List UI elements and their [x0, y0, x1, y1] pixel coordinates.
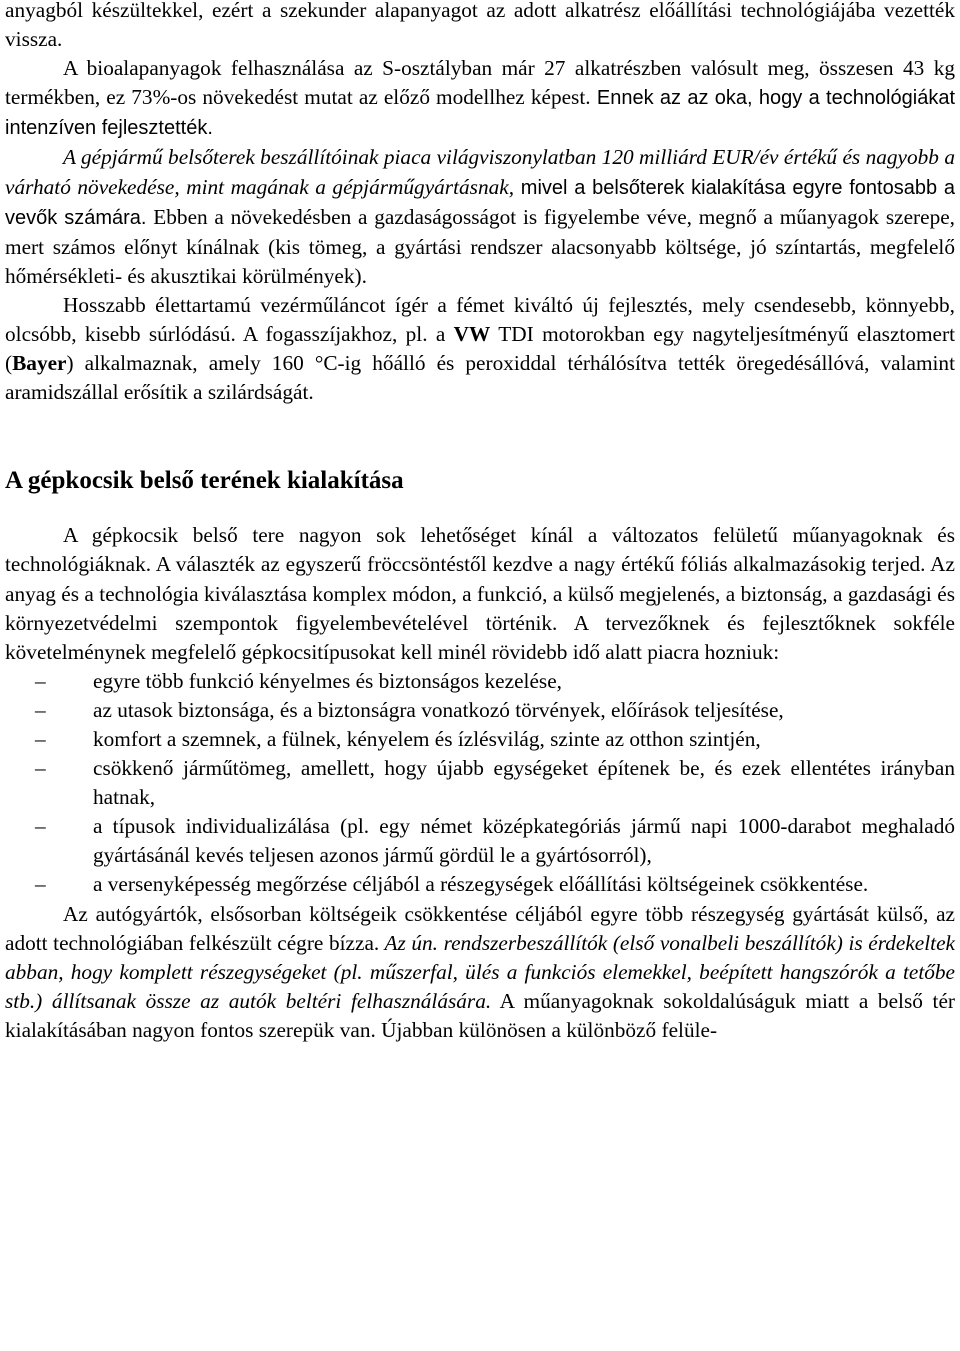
list-item [5, 754, 955, 812]
paragraph-bio-materials [5, 54, 955, 143]
requirements-list [5, 667, 955, 900]
dash-bullet: – [35, 726, 46, 751]
dash-bullet: – [35, 756, 46, 781]
list-item [5, 696, 955, 725]
list-item-text: a típusok individualizálása (pl. egy német középkategóriás jármű napi 1000-darabot meghaladó gyártásánál kevés teljesen azonos jármű gördül le a gyártósorról), [93, 814, 955, 868]
list-item [5, 870, 955, 899]
paragraph-continuation [5, 0, 955, 54]
paragraph-text: anyagból készültekkel, ezért a szekunder alapanyagot az adott alkatrész előállítási technológiájába vezették vissza. [5, 0, 955, 52]
paragraph-text: Hosszabb élettartamú vezérműláncot ígér a fémet kiváltó új fejlesztés, mely csendesebb, könnyebb, olcsóbb, kisebb súrlódású. A fogasszíjakhoz, pl. a [5, 292, 955, 347]
paragraph-text: TDI motorokban egy nagyteljesítményű elasztomert ( [5, 322, 955, 376]
list-item-text: az utasok biztonsága, és a biztonságra vonatkozó törvények, előírások teljesítése, [93, 697, 784, 722]
italic-text: Az ún. rendszerbeszállítók (első vonalbeli beszállítók) is érdekeltek abban, hogy komplett részegységeket (pl. műszerfal, ülés a funkciós elemekkel, beépített hangszórók a tetőbe stb.) állítsanak össze az autók beltéri felhasználására. [5, 930, 955, 1013]
paragraph-interior-intro [5, 521, 955, 666]
brand-bayer: Bayer [12, 351, 67, 376]
list-item-text: egyre több funkció kényelmes és biztonságos kezelése, [93, 668, 562, 693]
paragraph-interior-market [5, 143, 955, 290]
dash-bullet: – [35, 668, 46, 693]
dash-bullet: – [35, 814, 46, 839]
paragraph-text: Ebben a növekedésben a gazdaságosságot is figyelembe véve, megnő a műanyagok szerepe, mert számos előnyt kínálnak (kis tömeg, a gyártási rendszer alacsonyabb költsége, jó színtartás, megfelelő hőmérsékleti- és akusztikai körülmények). [5, 204, 955, 288]
paragraph-text: A gépkocsik belső tere nagyon sok lehetőséget kínál a változatos felületű műanyagoknak és technológiáknak. A választék az egyszerű fröccsöntéstől kezdve a nagy értékű fóliás alkalmazásokig terjed. Az anyag és a technológia kiválasztása komplex módon, a funkció, a külső megjelenés, a biztonság, a gazdasági és környezetvédelmi szempontok figyelembevételével történik. A tervezőknek és fejlesztőknek sokféle követelménynek megfelelő gépkocsitípusokat kell minél rövidebb idő alatt piacra hozniuk: [5, 523, 955, 664]
list-item [5, 725, 955, 754]
list-item-text: csökkenő járműtömeg, amellett, hogy újabb egységeket építenek be, és ezek ellentétes irányban hatnak, [93, 756, 955, 810]
list-item [5, 667, 955, 696]
paragraph-text: A műanyagoknak sokoldalúságuk miatt a belső tér kialakításában nagyon fontos szerepük van. Újabban különösen a különböző felüle- [5, 988, 955, 1042]
paragraph-suppliers [5, 900, 955, 1045]
paragraph-sans-text: Ennek az az oka, hogy a technológiákat intenzíven fejlesztették. [5, 87, 955, 140]
italic-text: A gépjármű belsőterek beszállítóinak piaca világviszonylatban 120 milliárd EUR/év értékű és nagyobb a várható növekedése, mint magának a gépjárműgyártásnak, [5, 145, 955, 199]
paragraph-text: Az autógyártók, elsősorban költségeik csökkentése céljából egyre több részegység gyártását külső, az adott technológiában felkészült cégre bízza. [5, 901, 955, 955]
dash-bullet: – [35, 872, 46, 897]
paragraph-sans-text: mivel a belsőterek kialakítása egyre fontosabb a vevők számára. [5, 176, 955, 229]
list-item-text: komfort a szemnek, a fülnek, kényelem és ízlésvilág, szinte az otthon szintjén, [93, 726, 761, 751]
list-item-text: a versenyképesség megőrzése céljából a részegységek előállítási költségeinek csökkentése. [93, 872, 869, 897]
brand-vw: VW [453, 322, 491, 347]
document-page [5, 0, 955, 1045]
list-item [5, 812, 955, 870]
paragraph-timing-chain [5, 291, 955, 407]
dash-bullet: – [35, 697, 46, 722]
section-heading: A gépkocsik belső terének kialakítása [5, 467, 404, 495]
paragraph-text: A bioalapanyagok felhasználása az S-osztályban már 27 alkatrészben valósult meg, összesen 43 kg termékben, ez 73%-os növekedést mutat az előző modellhez képest. [5, 56, 955, 110]
paragraph-text: ) alkalmaznak, amely 160 °C-ig hőálló és peroxiddal térhálósítva tették öregedésállóvá, valamint aramidszállal erősítik a szilárdságát. [5, 351, 955, 405]
